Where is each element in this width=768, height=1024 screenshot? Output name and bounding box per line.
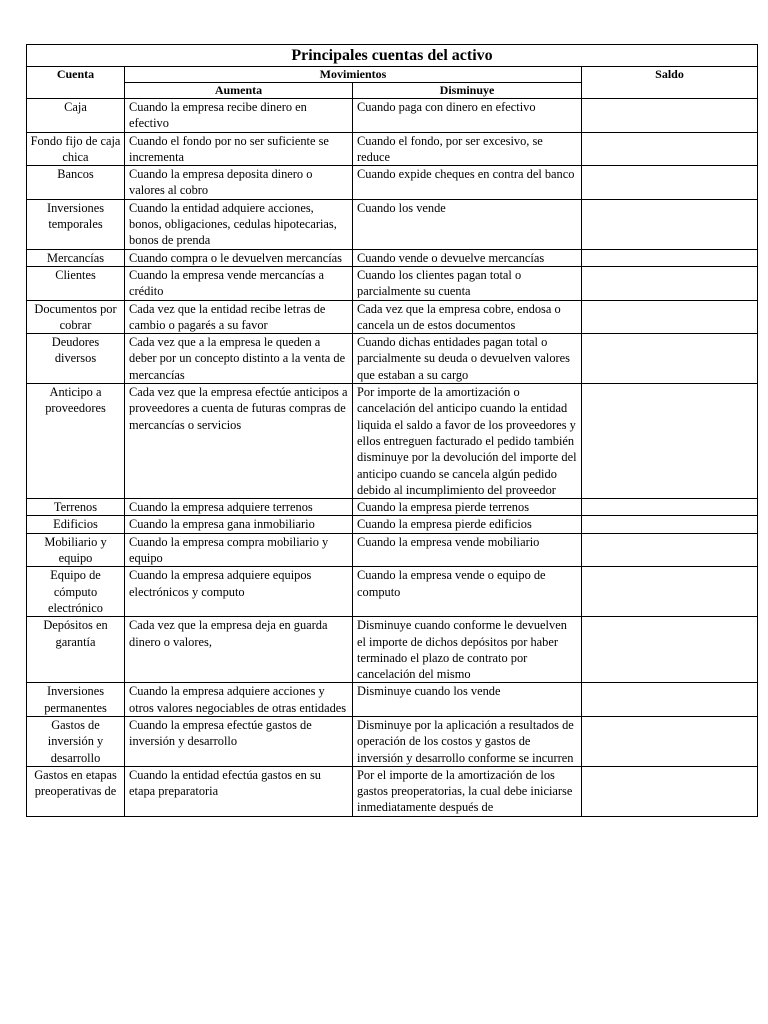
cell-saldo <box>582 199 758 249</box>
table-row <box>27 300 758 334</box>
header-movimientos: Movimientos <box>125 67 582 83</box>
cell-cuenta: Documentos por cobrar <box>27 300 125 334</box>
cell-cuenta: Deudores diversos <box>27 334 125 384</box>
cell-saldo <box>582 516 758 533</box>
header-disminuye: Disminuye <box>353 83 582 99</box>
cell-cuenta: Fondo fijo de caja chica <box>27 132 125 166</box>
cell-disminuye: Cuando la empresa pierde edificios <box>353 516 582 533</box>
cell-aumenta: Cuando la empresa gana inmobiliario <box>125 516 353 533</box>
cell-saldo <box>582 249 758 266</box>
cell-disminuye: Cuando paga con dinero en efectivo <box>353 99 582 133</box>
cell-cuenta: Caja <box>27 99 125 133</box>
cell-cuenta: Equipo de cómputo electrónico <box>27 567 125 617</box>
cell-aumenta: Cada vez que la empresa efectúe anticipos a proveedores a cuenta de futuras compras de mercancías o servicios <box>125 384 353 499</box>
cell-aumenta: Cada vez que la empresa deja en guarda dinero o valores, <box>125 617 353 683</box>
cell-saldo <box>582 334 758 384</box>
cell-disminuye: Cuando los clientes pagan total o parcialmente su cuenta <box>353 266 582 300</box>
table-row <box>27 683 758 717</box>
cell-saldo <box>582 266 758 300</box>
cell-disminuye: Cuando los vende <box>353 199 582 249</box>
table-row <box>27 716 758 766</box>
cell-aumenta: Cada vez que a la empresa le queden a deber por un concepto distinto a la venta de mercancías <box>125 334 353 384</box>
cell-saldo <box>582 716 758 766</box>
cell-cuenta: Gastos de inversión y desarrollo <box>27 716 125 766</box>
table-row <box>27 99 758 133</box>
table-row <box>27 249 758 266</box>
cell-disminuye: Disminuye por la aplicación a resultados de operación de los costos y gastos de inversión y desarrollo conforme se incurren <box>353 716 582 766</box>
table-row <box>27 199 758 249</box>
cell-disminuye: Disminuye cuando conforme le devuelven el importe de dichos depósitos por haber terminado el plazo de contrato por cancelación del mismo <box>353 617 582 683</box>
cell-disminuye: Cuando la empresa vende mobiliario <box>353 533 582 567</box>
cell-disminuye: Cada vez que la empresa cobre, endosa o cancela un de estos documentos <box>353 300 582 334</box>
cell-saldo <box>582 567 758 617</box>
cell-aumenta: Cuando la empresa adquiere acciones y otros valores negociables de otras entidades <box>125 683 353 717</box>
cell-cuenta: Anticipo a proveedores <box>27 384 125 499</box>
cell-cuenta: Mobiliario y equipo <box>27 533 125 567</box>
cell-aumenta: Cuando la empresa vende mercancías a crédito <box>125 266 353 300</box>
cell-disminuye: Cuando la empresa pierde terrenos <box>353 499 582 516</box>
cell-aumenta: Cuando la empresa adquiere equipos electrónicos y computo <box>125 567 353 617</box>
cell-cuenta: Clientes <box>27 266 125 300</box>
cell-cuenta: Edificios <box>27 516 125 533</box>
cell-disminuye: Cuando expide cheques en contra del banco <box>353 166 582 200</box>
document-page <box>26 44 757 817</box>
cell-aumenta: Cuando la empresa deposita dinero o valores al cobro <box>125 166 353 200</box>
cell-cuenta: Inversiones permanentes <box>27 683 125 717</box>
cell-saldo <box>582 99 758 133</box>
accounts-table <box>26 44 758 817</box>
cell-aumenta: Cuando el fondo por no ser suficiente se incrementa <box>125 132 353 166</box>
cell-aumenta: Cuando la entidad efectúa gastos en su etapa preparatoria <box>125 766 353 816</box>
cell-aumenta: Cuando la empresa compra mobiliario y equipo <box>125 533 353 567</box>
cell-saldo <box>582 499 758 516</box>
cell-cuenta: Inversiones temporales <box>27 199 125 249</box>
cell-cuenta: Gastos en etapas preoperativas de <box>27 766 125 816</box>
table-row <box>27 617 758 683</box>
header-cuenta: Cuenta <box>27 67 125 99</box>
cell-saldo <box>582 766 758 816</box>
cell-saldo <box>582 384 758 499</box>
cell-saldo <box>582 683 758 717</box>
cell-cuenta: Bancos <box>27 166 125 200</box>
cell-saldo <box>582 132 758 166</box>
table-row <box>27 766 758 816</box>
table-row <box>27 132 758 166</box>
cell-aumenta: Cada vez que la entidad recibe letras de cambio o pagarés a su favor <box>125 300 353 334</box>
table-row <box>27 499 758 516</box>
cell-disminuye: Por importe de la amortización o cancelación del anticipo cuando la entidad liquida el saldo a favor de los proveedores y ellos entreguen facturado el pedido también disminuye por la devolución del importe del anticipo cuando se cancela algún pedido debido al incumplimiento del proveedor <box>353 384 582 499</box>
cell-disminuye: Cuando dichas entidades pagan total o parcialmente su deuda o devuelven valores que estaban a su cargo <box>353 334 582 384</box>
table-row <box>27 533 758 567</box>
cell-aumenta: Cuando la empresa recibe dinero en efectivo <box>125 99 353 133</box>
cell-disminuye: Cuando vende o devuelve mercancías <box>353 249 582 266</box>
table-row <box>27 334 758 384</box>
cell-aumenta: Cuando la empresa adquiere terrenos <box>125 499 353 516</box>
cell-cuenta: Depósitos en garantía <box>27 617 125 683</box>
table-row <box>27 166 758 200</box>
cell-cuenta: Mercancías <box>27 249 125 266</box>
cell-aumenta: Cuando compra o le devuelven mercancías <box>125 249 353 266</box>
table-row <box>27 567 758 617</box>
cell-aumenta: Cuando la empresa efectúe gastos de inversión y desarrollo <box>125 716 353 766</box>
cell-cuenta: Terrenos <box>27 499 125 516</box>
cell-disminuye: Cuando la empresa vende o equipo de computo <box>353 567 582 617</box>
header-aumenta: Aumenta <box>125 83 353 99</box>
table-title: Principales cuentas del activo <box>27 45 758 67</box>
cell-saldo <box>582 300 758 334</box>
cell-aumenta: Cuando la entidad adquiere acciones, bonos, obligaciones, cedulas hipotecarias, bonos de prenda <box>125 199 353 249</box>
header-saldo: Saldo <box>582 67 758 99</box>
cell-saldo <box>582 617 758 683</box>
table-row <box>27 516 758 533</box>
cell-disminuye: Disminuye cuando los vende <box>353 683 582 717</box>
table-row <box>27 384 758 499</box>
cell-disminuye: Por el importe de la amortización de los gastos preoperatorias, la cual debe iniciarse inmediatamente después de <box>353 766 582 816</box>
cell-disminuye: Cuando el fondo, por ser excesivo, se reduce <box>353 132 582 166</box>
cell-saldo <box>582 533 758 567</box>
cell-saldo <box>582 166 758 200</box>
table-row <box>27 266 758 300</box>
